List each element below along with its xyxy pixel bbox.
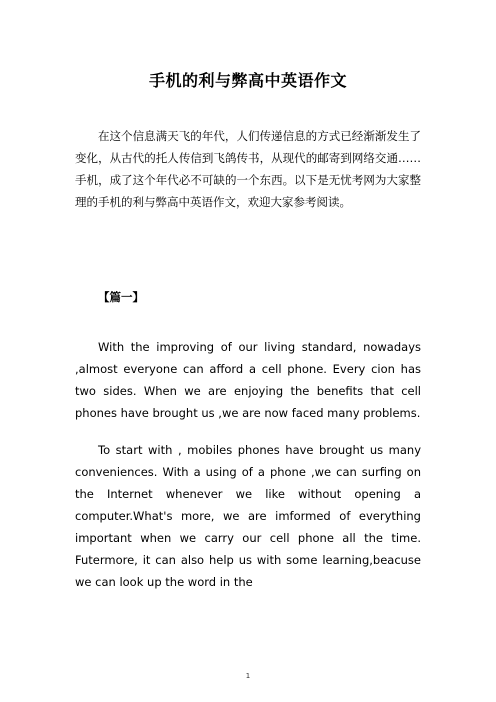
body-paragraph-2: To start with , mobiles phones have brought us many conveniences. With a using of a phone ,we can surfing on the Internet whenever we like without opening a computer.What's more, we are imformed of everything important when we carry our cell phone all the time. Futermore, it can also help us with some learning,beacuse we can look up the word in the	[75, 443, 421, 589]
document-title: 手机的利与弊高中英语作文	[148, 71, 347, 90]
intro-paragraph: 在这个信息满天飞的年代，人们传递信息的方式已经渐渐发生了变化，从古代的托人传信到飞鸽传书，从现代的邮寄到网络交通……手机，成了这个年代必不可缺的一个东西。以下是无忧考网为大家整理的手机的利与弊高中英语作文，欢迎大家参考阅读。	[75, 129, 421, 209]
section-heading: 【篇一】	[98, 290, 144, 304]
page-number: 1	[245, 672, 251, 680]
body-paragraph-1: With the improving of our living standard, nowadays ,almost everyone can afford a cell phone. Every cion has two sides. When we are enjoying the benefits that cell phones have brought us ,we are now faced many problems.	[75, 340, 421, 420]
